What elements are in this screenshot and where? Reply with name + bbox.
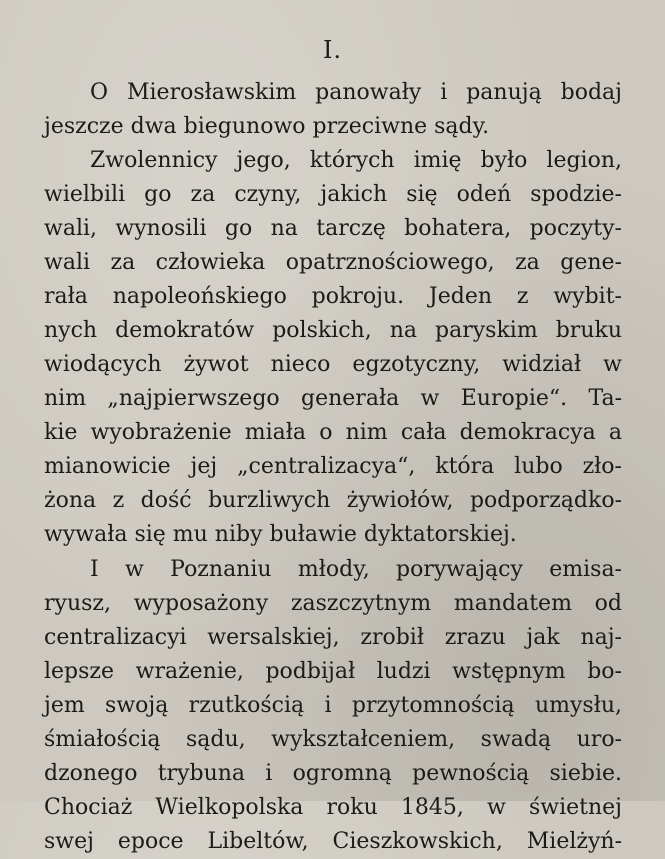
text-line: wiodących żywot nieco egzotyczny, widział w bbox=[44, 352, 622, 377]
text-line: rała napoleońskiego pokroju. Jeden z wybit- bbox=[44, 284, 622, 309]
text-line: wali, wynosili go na tarczę bohatera, poczyty- bbox=[44, 216, 622, 241]
text-line: wali za człowieka opatrznościowego, za gene- bbox=[44, 250, 622, 275]
text-line: Zwolennicy jego, których imię było legion, bbox=[90, 148, 622, 173]
text-line: śmiałością sądu, wykształceniem, swadą uro- bbox=[44, 727, 622, 752]
chapter-heading: I. bbox=[322, 36, 343, 64]
text-line: mianowicie jej „centralizacya“, która lubo zło- bbox=[44, 454, 622, 479]
text-line: I w Poznaniu młody, porywający emisa- bbox=[90, 557, 622, 582]
text-line: kie wyobrażenie miała o nim cała demokracya a bbox=[44, 420, 622, 445]
text-line: dzonego trybuna i ogromną pewnością siebie. bbox=[44, 761, 622, 786]
text-line: Chociaż Wielkopolska roku 1845, w świetnej bbox=[44, 795, 622, 820]
text-line: wywała się mu niby buławie dyktatorskiej. bbox=[44, 522, 517, 547]
text-line: O Mierosławskim panowały i panują bodaj bbox=[90, 80, 622, 105]
text-line: lepsze wrażenie, podbijał ludzi wstępnym bo- bbox=[44, 659, 622, 684]
text-line: wielbili go za czyny, jakich się odeń spodzie- bbox=[44, 182, 622, 207]
text-line: jem swoją rzutkością i przytomnością umysłu, bbox=[44, 693, 622, 718]
text-line: nim „najpierwszego generała w Europie“. Ta- bbox=[44, 386, 622, 411]
text-line: jeszcze dwa biegunowo przeciwne sądy. bbox=[44, 114, 490, 139]
text-line: żona z dość burzliwych żywiołów, podporządko- bbox=[44, 488, 622, 513]
text-line: swej epoce Libeltów, Cieszkowskich, Mielżyń- bbox=[44, 829, 622, 854]
text-line: centralizacyi wersalskiej, zrobił zrazu jak naj- bbox=[44, 625, 622, 650]
text-line: ryusz, wyposażony zaszczytnym mandatem od bbox=[44, 591, 622, 616]
text-line: nych demokratów polskich, na paryskim bruku bbox=[44, 318, 622, 343]
